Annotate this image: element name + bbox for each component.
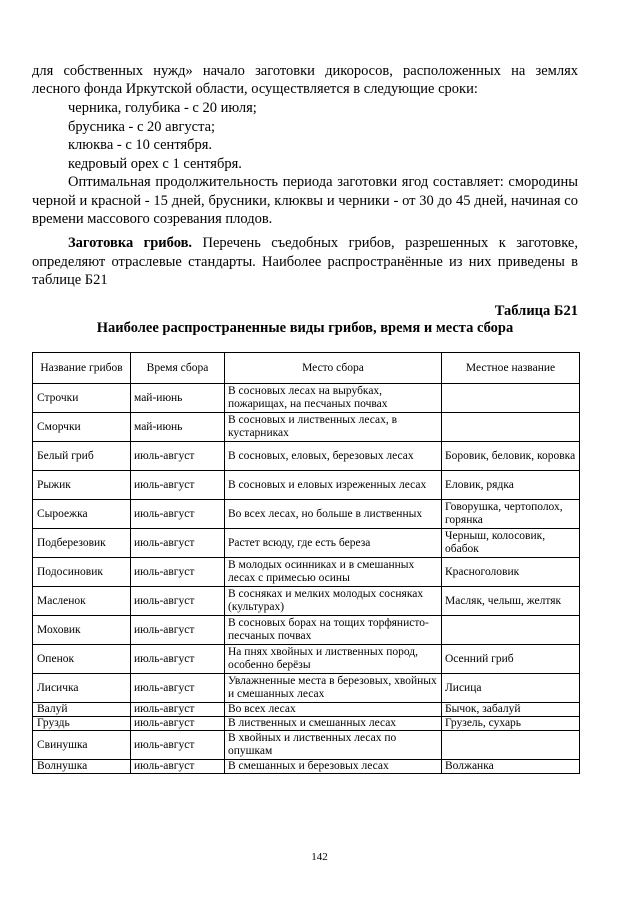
paragraph-line-2: лесного фонда Иркутской области, осуществляется в следующие сроки: [32, 81, 478, 97]
cell-local-name [442, 616, 580, 645]
cell-time: июль-август [131, 471, 225, 500]
cell-local-name: Красноголовик [442, 558, 580, 587]
cell-name: Масленок [33, 587, 131, 616]
cell-name: Валуй [33, 703, 131, 717]
cell-local-name [442, 413, 580, 442]
mushroom-paragraph [32, 234, 578, 290]
table-row [33, 413, 580, 442]
cell-time: май-июнь [131, 384, 225, 413]
cell-local-name: Масляк, челыш, желтяк [442, 587, 580, 616]
cell-local-name: Бычок, забалуй [442, 703, 580, 717]
cell-time: июль-август [131, 674, 225, 703]
cell-time: июль-август [131, 587, 225, 616]
cell-time: июль-август [131, 442, 225, 471]
cell-name: Опенок [33, 645, 131, 674]
cell-name: Подберезовик [33, 529, 131, 558]
table-row [33, 645, 580, 674]
cell-name: Свинушка [33, 731, 131, 760]
cell-time: май-июнь [131, 413, 225, 442]
table-row [33, 471, 580, 500]
cell-place: В сосновых лесах на вырубках, пожарищах, на песчаных почвах [225, 384, 442, 413]
cell-name: Сморчки [33, 413, 131, 442]
page-number: 142 [311, 851, 328, 863]
cell-time: июль-август [131, 645, 225, 674]
cell-place: В сосняках и мелких молодых сосняках (культурах) [225, 587, 442, 616]
cell-place: В смешанных и березовых лесах [225, 760, 442, 774]
column-header-local-name: Местное название [442, 353, 580, 384]
cell-name: Моховик [33, 616, 131, 645]
cell-place: В сосновых и еловых изреженных лесах [225, 471, 442, 500]
table-row [33, 760, 580, 774]
list-item-lingonberry: брусника - с 20 августа; [68, 119, 216, 135]
cell-place: На пнях хвойных и лиственных пород, особенно берёзы [225, 645, 442, 674]
cell-place: В молодых осинниках и в смешанных лесах с примесью осины [225, 558, 442, 587]
cell-place: В сосновых и лиственных лесах, в кустарниках [225, 413, 442, 442]
cell-place: Увлажненные места в березовых, хвойных и смешанных лесах [225, 674, 442, 703]
cell-local-name: Лисица [442, 674, 580, 703]
cell-name: Белый гриб [33, 442, 131, 471]
cell-place: Во всех лесах [225, 703, 442, 717]
cell-time: июль-август [131, 703, 225, 717]
cell-time: июль-август [131, 717, 225, 731]
table-row [33, 731, 580, 760]
column-header-time: Время сбора [131, 353, 225, 384]
cell-local-name: Грузель, сухарь [442, 717, 580, 731]
cell-local-name: Черныш, колосовик, обабок [442, 529, 580, 558]
cell-place: Растет всюду, где есть береза [225, 529, 442, 558]
cell-time: июль-август [131, 529, 225, 558]
table-label: Таблица Б21 [494, 303, 578, 319]
cell-local-name: Волжанка [442, 760, 580, 774]
cell-local-name [442, 731, 580, 760]
cell-local-name: Осенний гриб [442, 645, 580, 674]
cell-place: В хвойных и лиственных лесах по опушкам [225, 731, 442, 760]
cell-local-name: Боровик, беловик, коровка [442, 442, 580, 471]
table-row [33, 529, 580, 558]
cell-name: Рыжик [33, 471, 131, 500]
table-row [33, 384, 580, 413]
paragraph-line-1: для собственных нужд» начало заготовки дикоросов, расположенных на землях [32, 63, 578, 79]
cell-name: Сыроежка [33, 500, 131, 529]
cell-name: Груздь [33, 717, 131, 731]
cell-time: июль-август [131, 558, 225, 587]
cell-name: Лисичка [33, 674, 131, 703]
table-row [33, 717, 580, 731]
table-row [33, 616, 580, 645]
table-row [33, 587, 580, 616]
cell-time: июль-август [131, 500, 225, 529]
cell-place: В лиственных и смешанных лесах [225, 717, 442, 731]
cell-time: июль-август [131, 731, 225, 760]
table-row [33, 674, 580, 703]
table-header-row [33, 353, 580, 384]
cell-name: Волнушка [33, 760, 131, 774]
cell-name: Строчки [33, 384, 131, 413]
table-row [33, 703, 580, 717]
table-title: Наиболее распространенные виды грибов, время и места сбора [96, 320, 514, 336]
column-header-place: Место сбора [225, 353, 442, 384]
cell-place: Во всех лесах, но больше в лиственных [225, 500, 442, 529]
mushroom-paragraph-text: Перечень съедобных грибов, разрешенных к заготовке, определяют отраслевые стандарты. Наиболее распространённые из них приведены в таблице Б21 [32, 235, 578, 289]
list-item-cedar-nut: кедровый орех с 1 сентября. [68, 156, 242, 172]
table-row [33, 442, 580, 471]
list-item-blueberry: черника, голубика - с 20 июля; [68, 100, 257, 116]
cell-time: июль-август [131, 760, 225, 774]
cell-time: июль-август [131, 616, 225, 645]
duration-paragraph: Оптимальная продолжительность периода заготовки ягод составляет: смородины черной и красной - 15 дней, брусники, клюквы и черники - от 30 до 45 дней, начиная со времени массового созревания плодов. [32, 174, 578, 228]
cell-local-name: Говорушка, чертополох, горянка [442, 500, 580, 529]
mushroom-heading: Заготовка грибов. [68, 235, 193, 251]
column-header-name: Название грибов [33, 353, 131, 384]
cell-local-name [442, 384, 580, 413]
table-row [33, 558, 580, 587]
cell-local-name: Еловик, рядка [442, 471, 580, 500]
cell-place: В сосновых, еловых, березовых лесах [225, 442, 442, 471]
mushroom-table [32, 352, 580, 774]
table-row [33, 500, 580, 529]
cell-place: В сосновых борах на тощих торфянисто-песчаных почвах [225, 616, 442, 645]
list-item-cranberry: клюква - с 10 сентября. [68, 137, 213, 153]
cell-name: Подосиновик [33, 558, 131, 587]
